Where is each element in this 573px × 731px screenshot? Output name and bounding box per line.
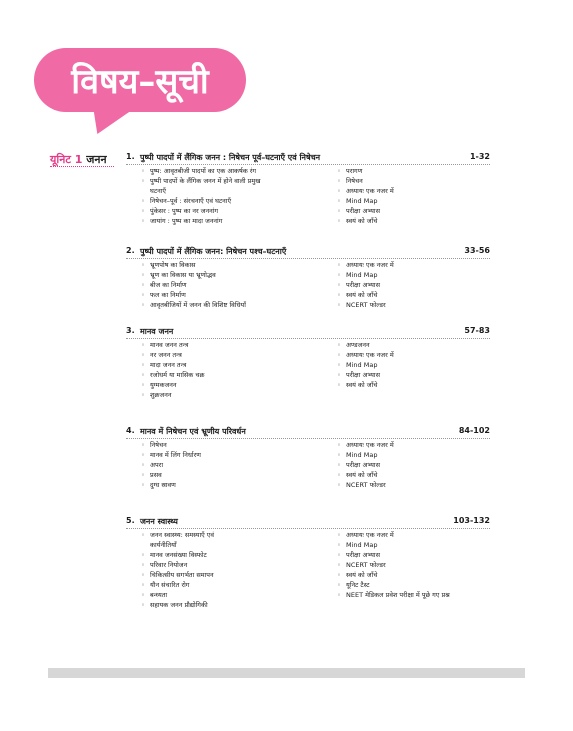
topic-item: ◦ परिवार नियोजन bbox=[140, 560, 330, 570]
topic-item: ◦ आवृतबीजियों में जनन की विशिष्ट विधियाँ bbox=[140, 300, 330, 310]
topic-item: ◦ मादा जनन तन्त्र bbox=[140, 360, 330, 370]
topic-item: ◦ प्रसव bbox=[140, 470, 330, 480]
chapter-number: 3. bbox=[126, 326, 135, 335]
topic-item: ◦ परीक्षा अभ्यास bbox=[336, 550, 496, 560]
topic-item: ◦ युग्मकजनन bbox=[140, 380, 330, 390]
topic-item: ◦ स्वयं को जाँचे bbox=[336, 216, 496, 226]
topic-item: ◦ मानव जनन तन्त्र bbox=[140, 340, 330, 350]
chapter-title: जनन स्वास्थ्य bbox=[140, 517, 178, 526]
topic-item: ◦ शुक्रजनन bbox=[140, 390, 330, 400]
chapter-topics-left bbox=[140, 530, 330, 610]
chapter-number: 2. bbox=[126, 246, 135, 255]
topic-item: ◦ Mind Map bbox=[336, 360, 496, 370]
chapter-pages: 1-32 bbox=[469, 152, 490, 161]
topic-item: ◦ अध्यायः एक नजर में bbox=[336, 260, 496, 270]
chapter-pages: 57-83 bbox=[464, 326, 490, 335]
chapter-2 bbox=[126, 246, 490, 309]
chapter-topics-right bbox=[336, 340, 496, 390]
topic-item: ◦ स्वयं को जाँचे bbox=[336, 380, 496, 390]
topic-item: ◦ सहायक जनन प्रौद्योगिकी bbox=[140, 600, 330, 610]
topic-item: ◦ चिकित्सीय सगर्भता समापन bbox=[140, 570, 330, 580]
topic-item: ◦ पुंकेसर : पुष्प का नर जननांग bbox=[140, 206, 330, 216]
chapter-topics-right bbox=[336, 440, 496, 490]
topic-item: ◦ अध्यायः एक नजर में bbox=[336, 186, 496, 196]
chapter-3 bbox=[126, 326, 490, 399]
chapter-topics-left bbox=[140, 440, 330, 490]
topic-item: ◦ रजोधर्म या मासिक चक्र bbox=[140, 370, 330, 380]
topic-item: ◦ परीक्षा अभ्यास bbox=[336, 460, 496, 470]
topic-item: ◦ NCERT फोल्डर bbox=[336, 300, 496, 310]
chapter-number: 4. bbox=[126, 426, 135, 435]
topic-item: ◦ स्वयं को जाँचे bbox=[336, 290, 496, 300]
chapter-topics-right bbox=[336, 260, 496, 310]
chapter-topics-left bbox=[140, 166, 330, 226]
topic-item: ◦ अध्यायः एक नजर में bbox=[336, 350, 496, 360]
topic-item: ◦ यूनिट टैस्ट bbox=[336, 580, 496, 590]
topic-item: ◦ पुष्पी पादपों के लैंगिक जनन में होने वाली प्रमुख bbox=[140, 176, 330, 186]
topic-item: ◦ अण्डजनन bbox=[336, 340, 496, 350]
topic-item: ◦ बन्ध्यता bbox=[140, 590, 330, 600]
chapter-pages: 103-132 bbox=[453, 516, 490, 525]
chapter-title: मानव में निषेचन एवं भ्रूणीय परिवर्धन bbox=[140, 427, 246, 436]
topic-item: ◦ निषेचन–पूर्व : संरचनाएँ एवं घटनाएँ bbox=[140, 196, 330, 206]
topic-item: ◦ Mind Map bbox=[336, 450, 496, 460]
topic-item: ◦ निषेचन bbox=[140, 440, 330, 450]
topic-item: ◦ Mind Map bbox=[336, 540, 496, 550]
topic-item: ◦ पुष्प: आवृतबीजी पादपों का एक आकर्षक रंग bbox=[140, 166, 330, 176]
chapter-number: 5. bbox=[126, 516, 135, 525]
chapter-number: 1. bbox=[126, 152, 135, 161]
topic-item: ◦ परीक्षा अभ्यास bbox=[336, 280, 496, 290]
unit-underline bbox=[50, 166, 114, 168]
page-title: विषय–सूची bbox=[71, 62, 209, 102]
topic-item: ◦ जनन स्वास्थ्य: समस्याएँ एवं bbox=[140, 530, 330, 540]
chapter-1 bbox=[126, 152, 490, 225]
topic-item: ◦ अध्यायः एक नजर में bbox=[336, 440, 496, 450]
topic-item: ◦ बीज का निर्माण bbox=[140, 280, 330, 290]
chapter-rule bbox=[126, 338, 490, 339]
chapter-5 bbox=[126, 516, 490, 609]
topic-item: ◦ स्वयं को जाँचे bbox=[336, 470, 496, 480]
topic-item: ◦ अपरा bbox=[140, 460, 330, 470]
unit-name: जनन bbox=[86, 153, 107, 166]
topic-item-continued: कार्यनीतियाँ bbox=[150, 541, 177, 549]
chapter-topics-right bbox=[336, 166, 496, 226]
chapter-topics-left bbox=[140, 260, 330, 310]
footer-bar bbox=[48, 668, 525, 678]
unit-label bbox=[50, 152, 107, 167]
chapter-title: पुष्पी पादपों में लैंगिक जनन: निषेचन पश्च–घटनाएँ bbox=[140, 247, 287, 256]
topic-item: ◦ मानव जनसंख्या विस्फोट bbox=[140, 550, 330, 560]
chapter-title: पुष्पी पादपों में लैंगिक जनन : निषेचन पूर्व–घटनाएँ एवं निषेचन bbox=[140, 153, 321, 162]
topic-item: ◦ यौन संचारित रोग bbox=[140, 580, 330, 590]
unit-number: यूनिट 1 bbox=[50, 153, 83, 166]
topic-item: ◦ NCERT फोल्डर bbox=[336, 560, 496, 570]
chapter-rule bbox=[126, 164, 490, 165]
topic-item: ◦ निषेचन bbox=[336, 176, 496, 186]
chapter-pages: 84-102 bbox=[458, 426, 490, 435]
topic-item: ◦ दुग्ध स्रावण bbox=[140, 480, 330, 490]
chapter-pages: 33-56 bbox=[464, 246, 490, 255]
topic-item: ◦ अध्यायः एक नजर में bbox=[336, 530, 496, 540]
chapter-4 bbox=[126, 426, 490, 489]
topic-item: ◦ जायांग : पुष्प का मादा जननांग bbox=[140, 216, 330, 226]
topic-item: ◦ भ्रूणपोष का विकास bbox=[140, 260, 330, 270]
chapter-rule bbox=[126, 438, 490, 439]
chapter-topics-left bbox=[140, 340, 330, 400]
topic-item: ◦ परीक्षा अभ्यास bbox=[336, 206, 496, 216]
topic-item: ◦ Mind Map bbox=[336, 196, 496, 206]
chapter-rule bbox=[126, 528, 490, 529]
chapter-title: मानव जनन bbox=[140, 327, 174, 336]
topic-item: ◦ परागण bbox=[336, 166, 496, 176]
topic-item: ◦ NCERT फोल्डर bbox=[336, 480, 496, 490]
topic-item: ◦ NEET मेडिकल प्रवेश परीक्षा में पूछे गए प्रश्न bbox=[336, 590, 496, 600]
topic-item-continued: घटनाएँ bbox=[150, 187, 167, 195]
topic-item: ◦ नर जनन तन्त्र bbox=[140, 350, 330, 360]
topic-item: ◦ भ्रूण का विकास या भ्रूणोद्भव bbox=[140, 270, 330, 280]
topic-item: ◦ मानव में लिंग निर्धारण bbox=[140, 450, 330, 460]
topic-item: ◦ परीक्षा अभ्यास bbox=[336, 370, 496, 380]
topic-item: ◦ स्वयं को जाँचे bbox=[336, 570, 496, 580]
chapter-rule bbox=[126, 258, 490, 259]
chapter-topics-right bbox=[336, 530, 496, 600]
topic-item: ◦ Mind Map bbox=[336, 270, 496, 280]
topic-item: ◦ फल का निर्माण bbox=[140, 290, 330, 300]
